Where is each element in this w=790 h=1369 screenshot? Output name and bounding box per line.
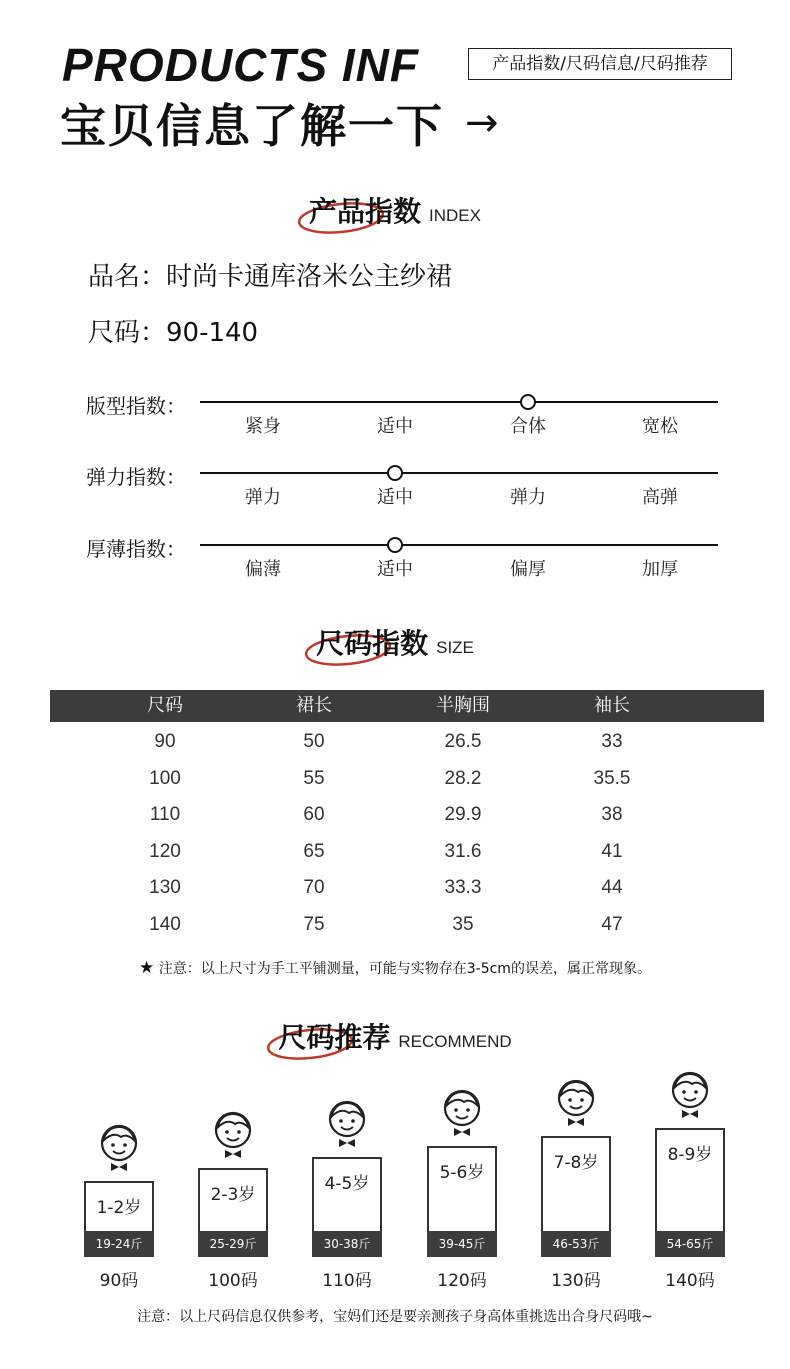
- index-option: 宽松: [642, 416, 678, 437]
- recommend-weight: 39-45斤: [427, 1231, 497, 1257]
- index-option: 适中: [377, 559, 413, 580]
- index-section-title: [0, 190, 790, 230]
- table-cell: 29.9: [444, 804, 482, 825]
- table-cell: 35: [452, 913, 474, 935]
- index-label: 弹力指数：: [86, 465, 186, 489]
- table-cell: 55: [303, 767, 325, 789]
- index-title-en: INDEX: [429, 206, 481, 225]
- recommend-note: 注意：以上尺码信息仅供参考，宝妈们还是要亲测孩子身高体重挑选出合身尺码哦~: [137, 1309, 653, 1325]
- index-label: 厚薄指数：: [86, 537, 186, 561]
- recommend-weight: 30-38斤: [312, 1231, 382, 1257]
- table-cell: 90: [154, 731, 176, 752]
- recommend-title-cn: 尺码推荐: [278, 1021, 391, 1054]
- table-cell: 41: [601, 840, 623, 862]
- recommend-code: 100码: [208, 1271, 258, 1291]
- kid-icon: [440, 1088, 484, 1142]
- index-option: 加厚: [642, 559, 678, 580]
- table-cell: 47: [601, 913, 623, 935]
- kid-icon: [325, 1099, 369, 1149]
- table-cell: 33: [601, 731, 623, 752]
- index-track: [200, 401, 718, 403]
- index-marker: [387, 465, 403, 481]
- table-cell: 70: [303, 877, 325, 898]
- index-option: 高弹: [642, 487, 678, 508]
- index-title-cn: 产品指数: [309, 195, 422, 228]
- recommend-code: 110码: [322, 1271, 372, 1291]
- recommend-age: 7-8岁: [553, 1153, 599, 1173]
- product-size: 尺码：90-140: [88, 318, 259, 348]
- kid-icon: [668, 1070, 712, 1124]
- recommend-card: [655, 1128, 725, 1257]
- table-cell: 33.3: [444, 877, 482, 898]
- kid-icon: [97, 1123, 141, 1173]
- index-option: 偏薄: [245, 559, 281, 580]
- recommend-code: 140码: [665, 1271, 715, 1291]
- index-marker: [387, 537, 403, 553]
- index-option: 弹力: [245, 487, 281, 508]
- product-name: 品名：时尚卡通库洛米公主纱裙: [88, 262, 453, 292]
- kid-icon: [440, 1088, 484, 1138]
- star-icon: ★: [139, 958, 155, 978]
- recommend-code: 130码: [551, 1271, 601, 1291]
- table-cell: 31.6: [444, 840, 482, 862]
- size-section-title: [0, 622, 790, 662]
- recommend-weight: 54-65斤: [655, 1231, 725, 1257]
- table-cell: 60: [303, 804, 325, 825]
- index-option: 适中: [377, 416, 413, 437]
- recommend-card: [198, 1168, 268, 1257]
- table-cell: 26.5: [444, 731, 482, 752]
- recommend-weight: 19-24斤: [84, 1231, 154, 1257]
- recommend-section-title: [0, 1016, 790, 1056]
- index-option: 适中: [377, 487, 413, 508]
- kid-icon: [211, 1110, 255, 1164]
- table-header-cell: 尺码: [147, 695, 183, 716]
- recommend-age: 5-6岁: [439, 1163, 485, 1183]
- index-option: 紧身: [245, 416, 281, 437]
- recommend-weight: 25-29斤: [198, 1231, 268, 1257]
- size-title-cn: 尺码指数: [316, 627, 429, 660]
- recommend-age: 8-9岁: [667, 1145, 713, 1165]
- recommend-age: 4-5岁: [324, 1174, 370, 1194]
- index-label: 版型指数：: [86, 394, 186, 418]
- recommend-code: 90码: [99, 1271, 139, 1291]
- recommend-age: 2-3岁: [210, 1185, 256, 1205]
- index-option: 合体: [510, 416, 546, 437]
- table-header-cell: 半胸围: [436, 695, 490, 716]
- measure-note-text: 注意：以上尺寸为手工平铺测量，可能与实物存在3-5cm的误差，属正常现象。: [158, 961, 651, 977]
- table-cell: 65: [303, 840, 325, 862]
- header-tag: 产品指数/尺码信息/尺码推荐: [468, 48, 732, 80]
- table-cell: 130: [149, 877, 181, 898]
- index-track: [200, 544, 718, 546]
- table-cell: 100: [149, 767, 181, 789]
- header-title-en: PRODUCTS INF: [62, 39, 419, 91]
- size-title-en: SIZE: [436, 638, 474, 657]
- kid-icon: [211, 1110, 255, 1160]
- recommend-weight: 46-53斤: [541, 1231, 611, 1257]
- kid-icon: [554, 1078, 598, 1132]
- header-title-cn: 宝贝信息了解一下: [60, 99, 444, 153]
- table-cell: 110: [149, 804, 181, 825]
- measure-note: [0, 958, 790, 978]
- kid-icon: [668, 1070, 712, 1120]
- recommend-card: [312, 1157, 382, 1257]
- table-cell: 75: [303, 913, 325, 935]
- table-header-cell: 裙长: [296, 695, 332, 716]
- size-table-header: [50, 690, 764, 722]
- table-cell: 44: [601, 877, 623, 898]
- table-cell: 38: [601, 804, 623, 825]
- table-cell: 28.2: [444, 767, 482, 789]
- kid-icon: [97, 1123, 141, 1177]
- index-option: 弹力: [510, 487, 546, 508]
- table-cell: 140: [149, 913, 181, 935]
- recommend-card: [427, 1146, 497, 1257]
- table-cell: 35.5: [593, 767, 631, 789]
- kid-icon: [325, 1099, 369, 1153]
- recommend-title-en: RECOMMEND: [398, 1032, 512, 1051]
- kid-icon: [554, 1078, 598, 1128]
- recommend-age: 1-2岁: [96, 1198, 142, 1218]
- table-cell: 120: [149, 840, 181, 862]
- index-option: 偏厚: [510, 559, 546, 580]
- arrow-right-icon: →: [465, 100, 499, 146]
- index-track: [200, 472, 718, 474]
- table-header-cell: 袖长: [594, 695, 630, 716]
- recommend-card: [84, 1181, 154, 1257]
- recommend-code: 120码: [437, 1271, 487, 1291]
- table-cell: 50: [303, 731, 325, 752]
- index-marker: [520, 394, 536, 410]
- recommend-card: [541, 1136, 611, 1257]
